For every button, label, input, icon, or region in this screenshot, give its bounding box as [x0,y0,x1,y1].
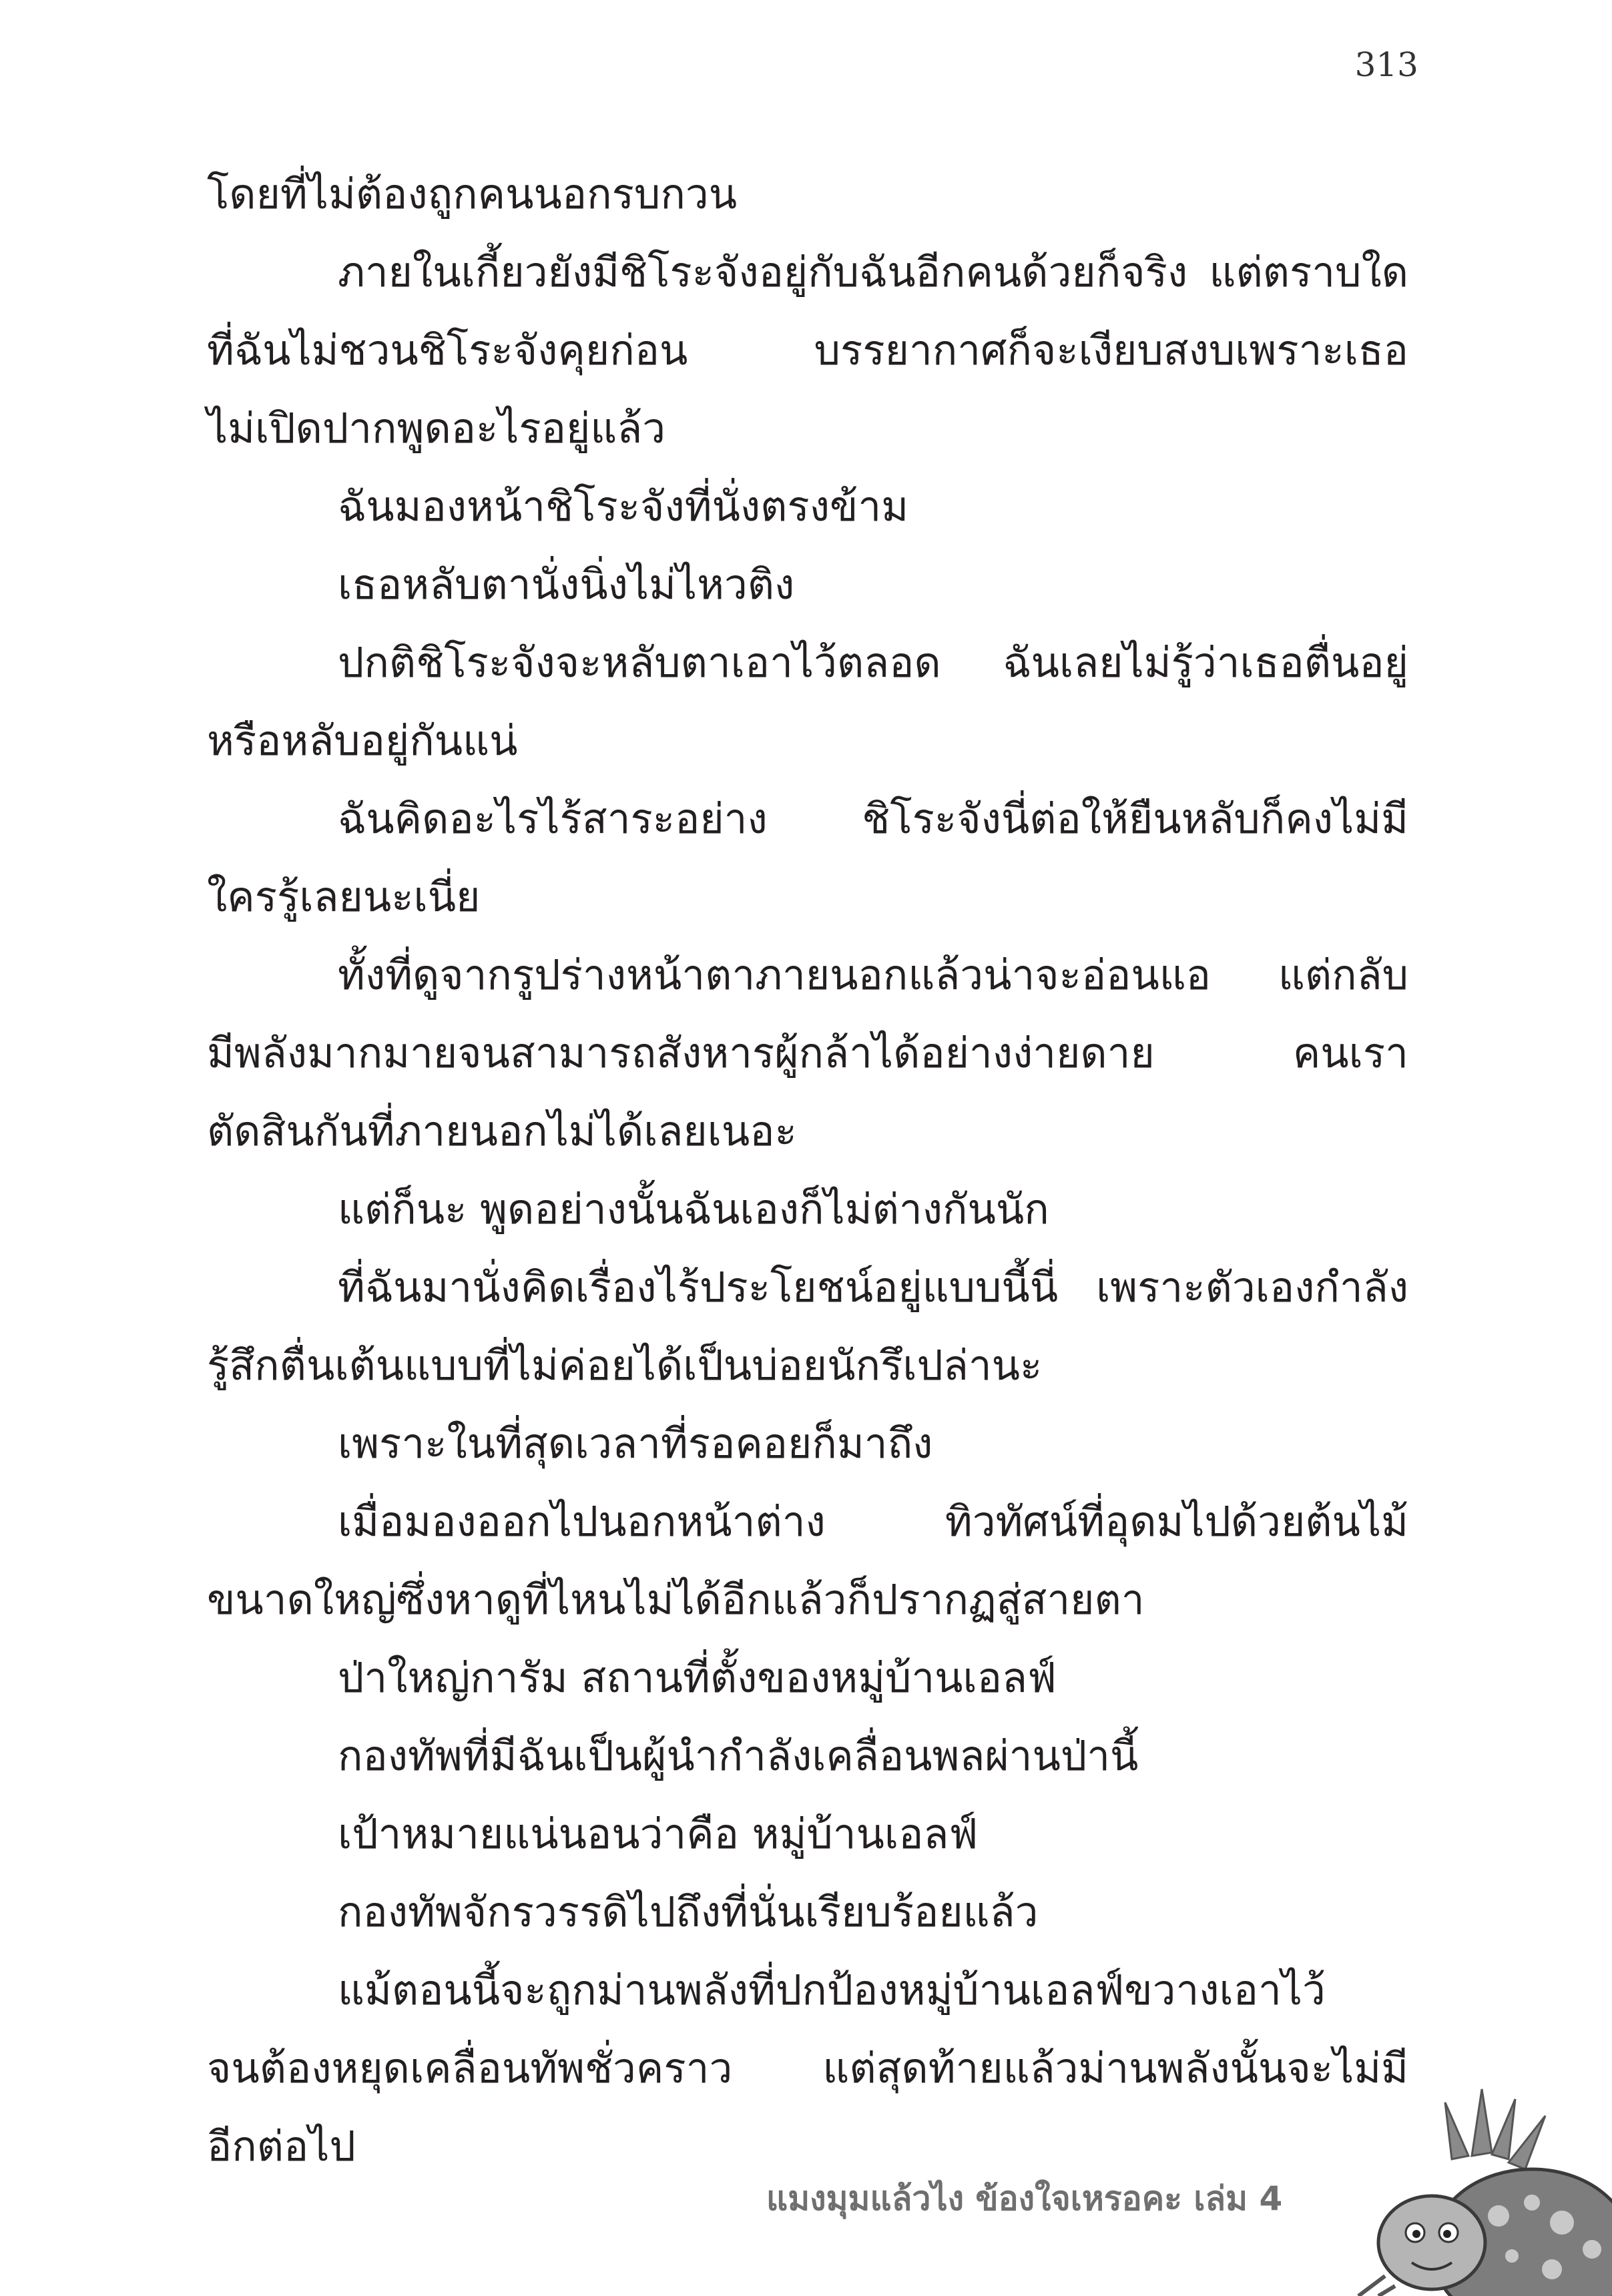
text-line: จนต้องหยุดเคลื่อนทัพชั่วคราว แต่สุดท้ายแล้วม่านพลังนั้นจะไม่มี [207,2044,1408,2092]
text-line: อีกต่อไป [207,2122,356,2171]
text-line: โดยที่ไม่ต้องถูกคนนอกรบกวน [207,170,738,218]
text-line: หรือหลับอยู่กันแน่ [207,716,518,765]
text-line: ตัดสินกันที่ภายนอกไม่ได้เลยเนอะ [207,1107,797,1155]
text-line: ทั้งที่ดูจากรูปร่างหน้าตาภายนอกแล้วน่าจะอ่อนแอ แต่กลับ [338,950,1408,999]
text-line: ภายในเกี้ยวยังมีชิโระจังอยู่กับฉันอีกคนด้วยก็จริง แต่ตราบใด [338,248,1408,296]
text-line: ใครรู้เลยนะเนี่ย [207,872,481,921]
text-line: ปกติชิโระจังจะหลับตาเอาไว้ตลอด ฉันเลยไม่รู้ว่าเธอตื่นอยู่ [338,638,1408,687]
text-line: ฉันคิดอะไรไร้สาระอย่าง ชิโระจังนี่ต่อให้ยืนหลับก็คงไม่มี [338,794,1408,843]
text-line: ขนาดใหญ่ซึ่งหาดูที่ไหนไม่ได้อีกแล้วก็ปรากฏสู่สายตา [207,1575,1145,1624]
spider-mascot-illustration [1332,2076,1612,2296]
book-title-footer: แมงมุมแล้วไง ข้องใจเหรอคะ เล่ม 4 [766,2179,1283,2218]
text-line: เธอหลับตานั่งนิ่งไม่ไหวติง [338,560,795,609]
text-line: เพราะในที่สุดเวลาที่รอคอยก็มาถึง [338,1419,933,1468]
text-line: กองทัพที่มีฉันเป็นผู้นำกำลังเคลื่อนพลผ่านป่านี้ [338,1731,1139,1780]
text-line: เมื่อมองออกไปนอกหน้าต่าง ทิวทัศน์ที่อุดมไปด้วยต้นไม้ [338,1497,1408,1546]
body-text [207,155,1408,2185]
page-number: 313 [1354,45,1418,84]
text-line: กองทัพจักรวรรดิไปถึงที่นั่นเรียบร้อยแล้ว [338,1888,1039,1936]
text-line: ที่ฉันมานั่งคิดเรื่องไร้ประโยชน์อยู่แบบนี้นี่ เพราะตัวเองกำลัง [338,1263,1408,1312]
text-line: ฉันมองหน้าชิโระจังที่นั่งตรงข้าม [338,482,909,531]
text-line: ที่ฉันไม่ชวนชิโระจังคุยก่อน บรรยากาศก็จะเงียบสงบเพราะเธอ [207,326,1408,374]
text-line: แม้ตอนนี้จะถูกม่านพลังที่ปกป้องหมู่บ้านเอลฟ์ขวางเอาไว้ [338,1966,1326,2014]
text-line: แต่ก็นะ พูดอย่างนั้นฉันเองก็ไม่ต่างกันนัก [338,1185,1049,1233]
text-line: ป่าใหญ่การัม สถานที่ตั้งของหมู่บ้านเอลฟ์ [338,1653,1057,1702]
text-line: ไม่เปิดปากพูดอะไรอยู่แล้ว [207,404,666,453]
text-line: เป้าหมายแน่นอนว่าคือ หมู่บ้านเอลฟ์ [338,1809,979,1858]
text-line: รู้สึกตื่นเต้นแบบที่ไม่ค่อยได้เป็นบ่อยนักรึเปล่านะ [207,1341,1043,1390]
text-line: มีพลังมากมายจนสามารถสังหารผู้กล้าได้อย่างง่ายดาย คนเรา [207,1029,1408,1077]
